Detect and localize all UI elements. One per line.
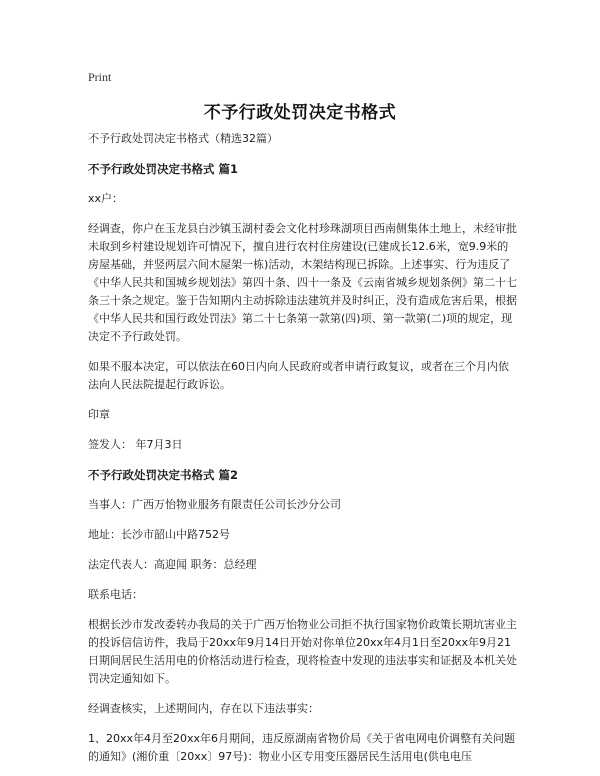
recipient-line: xx户： — [88, 192, 124, 205]
section-heading-1: 不予行政处罚决定书格式 篇1 — [88, 162, 239, 176]
address-line: 地址：长沙市韶山中路752号 — [88, 528, 230, 541]
section1-paragraph-findings: 经调查，你户在玉龙县白沙镇玉湖村委会文化村珍珠湖项目西南侧集体土地上，未经审批未取到乡村建设规划许可情况下，擅自进行农村住房建设(已建成长12.6米，宽9.9米的房屋基础，并竖两层六间木屋架一栋)活动，木架结构现已拆除。上述事实、行为违反了《中华人民共和国城乡规划法》第四十条、四十一条及《云南省城乡规划条例》第二十七条三十条之规定。鉴于告知期内主动拆除违法建筑并及时纠正，没有造成危害后果，根据《中华人民共和国行政处罚法》第二十七条第一款第(四)项、第一款第(二)项的规定，现决定不予行政处罚。 — [88, 222, 517, 343]
document-subtitle: 不予行政处罚决定书格式（精选32篇） — [88, 132, 278, 145]
legal-rep-line: 法定代表人：高迎闻 职务：总经理 — [88, 558, 257, 571]
print-label: Print — [88, 70, 112, 84]
seal-label: 印章 — [88, 408, 110, 421]
section1-paragraph-appeal: 如果不服本决定，可以依法在60日内向人民政府或者申请行政复议，或者在三个月内依法向人民法院提起行政诉讼。 — [88, 360, 509, 391]
section2-paragraph-inspection: 根据长沙市发改委转办我局的关于广西万怡物业公司拒不执行国家物价政策长期坑害业主的投诉信信访件，我局于20xx年9月14日开始对你单位20xx年4月1日至20xx年9月21日期间居民生活用电的价格活动进行检查，现将检查中发现的违法事实和证据及本机关处罚决定通知如下。 — [88, 618, 517, 685]
section2-paragraph-facts: 经调查核实，上述期间内，存在以下违法事实： — [88, 702, 319, 715]
section-heading-2: 不予行政处罚决定书格式 篇2 — [88, 468, 239, 482]
phone-line: 联系电话： — [88, 588, 143, 601]
party-line: 当事人：广西万怡物业服务有限责任公司长沙分公司 — [88, 498, 341, 511]
document-title: 不予行政处罚决定书格式 — [203, 103, 397, 123]
section2-paragraph-item1: 1、20xx年4月至20xx年6月期间，违反原湖南省物价局《关于省电网电价调整有关问题的通知》(湘价重〔20xx〕97号)：物业小区专用变压器居民生活用电(供电电压 — [88, 732, 516, 763]
document-body — [88, 130, 518, 776]
issuer-line: 签发人： 年7月3日 — [88, 438, 183, 451]
